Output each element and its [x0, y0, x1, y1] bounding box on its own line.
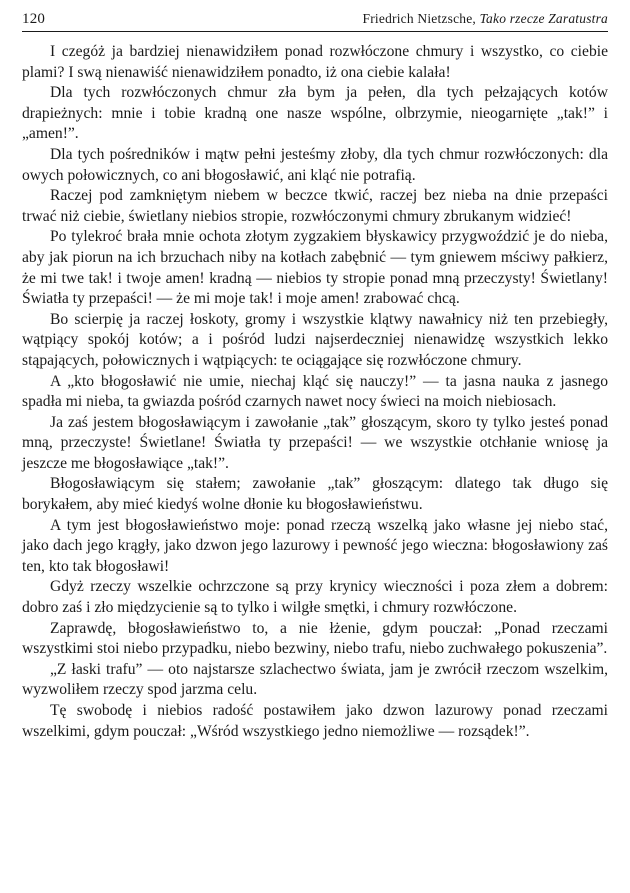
paragraph: Bo scierpię ja raczej łoskoty, gromy i wszystkie klątwy nawałnicy niż ten przebiegły, wątpiący spokój kotów; a i pośród ludzi najserdeczniej nienawidzę wszystkich lekko stąpających, połowicznych i wątpiących: te ociągające się rozwłóczone chmury. — [22, 310, 608, 369]
paragraph: Zaprawdę, błogosławieństwo to, a nie łżenie, gdym pouczał: „Ponad rzeczami wszystkimi stoi niebo przypadku, niebo bezwiny, niebo trafu, niebo zuchwałego pokuszenia”. — [22, 619, 608, 658]
header-rule — [22, 31, 608, 32]
header-author: Friedrich Nietzsche, — [362, 11, 476, 26]
running-header — [22, 10, 608, 28]
body-text — [22, 42, 608, 742]
paragraph: Dla tych rozwłóczonych chmur zła bym ja pełen, dla tych pełzających kotów drapieżnych: mnie i tobie kradną one nasze wspólne, olbrzymie, nieogarnięte „tak!” i „amen!”. — [22, 84, 608, 143]
page-number: 120 — [22, 11, 46, 27]
paragraph: Ja zaś jestem błogosławiącym i zawołanie „tak” głoszącym, skoro ty tylko jesteś ponad mną, przeczyste! Świetlane! Światła ty przepaści! — we wszystkie otchłanie wniosę ja jeszcze me błogosławiące „tak!”. — [22, 413, 608, 472]
paragraph: Tę swobodę i niebios radość postawiłem jako dzwon lazurowy ponad rzeczami wszelkimi, gdym pouczał: „Wśród wszystkiego jedno niemożliwe — rozsądek!”. — [22, 702, 608, 740]
paragraph: A „kto błogosławić nie umie, niechaj kląć się nauczy!” — ta jasna nauka z jasnego spadła mi nieba, ta gwiazda pośród czarnych nawet nocy świeci na moich niebiosach. — [22, 372, 608, 411]
paragraph: Dla tych pośredników i mątw pełni jesteśmy złoby, dla tych chmur rozwłóczonych: dla owych połowicznych, co ani błogosławić, ani kląć nie potrafią. — [22, 145, 608, 184]
paragraph: Błogosławiącym się stałem; zawołanie „tak” głoszącym: dlatego tak długo się borykałem, aby mieć kiedyś wolne dłonie ku błogosławieństwu. — [22, 475, 608, 514]
paragraph: Po tylekroć brała mnie ochota złotym zygzakiem błyskawicy przygwoździć je do nieba, aby jak piorun na ich brzuchach niby na kotłach zabębnić — tym gniewem mściwy pałkierz, że mi twe tak! i twoje amen! kradną — niebios ty stropie ponad mną przeczysty! Świetlany! Światła ty przepaści! — że mi moje tak! i moje amen! zrabować chcą. — [22, 228, 608, 308]
paragraph: A tym jest błogosławieństwo moje: ponad rzeczą wszelką jako własne jej niebo stać, jako dach jego krągły, jako dzwon jego lazurowy i pewność jego wieczna: błogosławiony zaś ten, kto tak błogosławi! — [22, 516, 608, 575]
book-page — [22, 10, 608, 742]
paragraph: Gdyż rzeczy wszelkie ochrzczone są przy krynicy wieczności i poza złem a dobrem: dobro zaś i zło międzycienie są to tylko i wilgłe smętki, i chmury rozwłóczone. — [22, 578, 608, 617]
header-citation — [363, 10, 608, 28]
paragraph: „Z łaski trafu” — oto najstarsze szlachectwo świata, jam je zwrócił rzeczom wszelkim, wyzwoliłem rzeczy spod jarzma celu. — [22, 660, 608, 699]
header-book-title: Tako rzecze Zaratustra — [479, 11, 608, 26]
paragraph: I czegóż ja bardziej nienawidziłem ponad rozwłóczone chmury i wszystko, co ciebie plami? I swą nienawiść nienawidziłem ponadto, iż ona ciebie kalała! — [22, 43, 608, 81]
paragraph: Raczej pod zamkniętym niebem w beczce tkwić, raczej bez nieba na dnie przepaści trwać niż ciebie, świetlany niebios stropie, rozwłóczonymi chmury zbrukanym widzieć! — [22, 187, 608, 225]
